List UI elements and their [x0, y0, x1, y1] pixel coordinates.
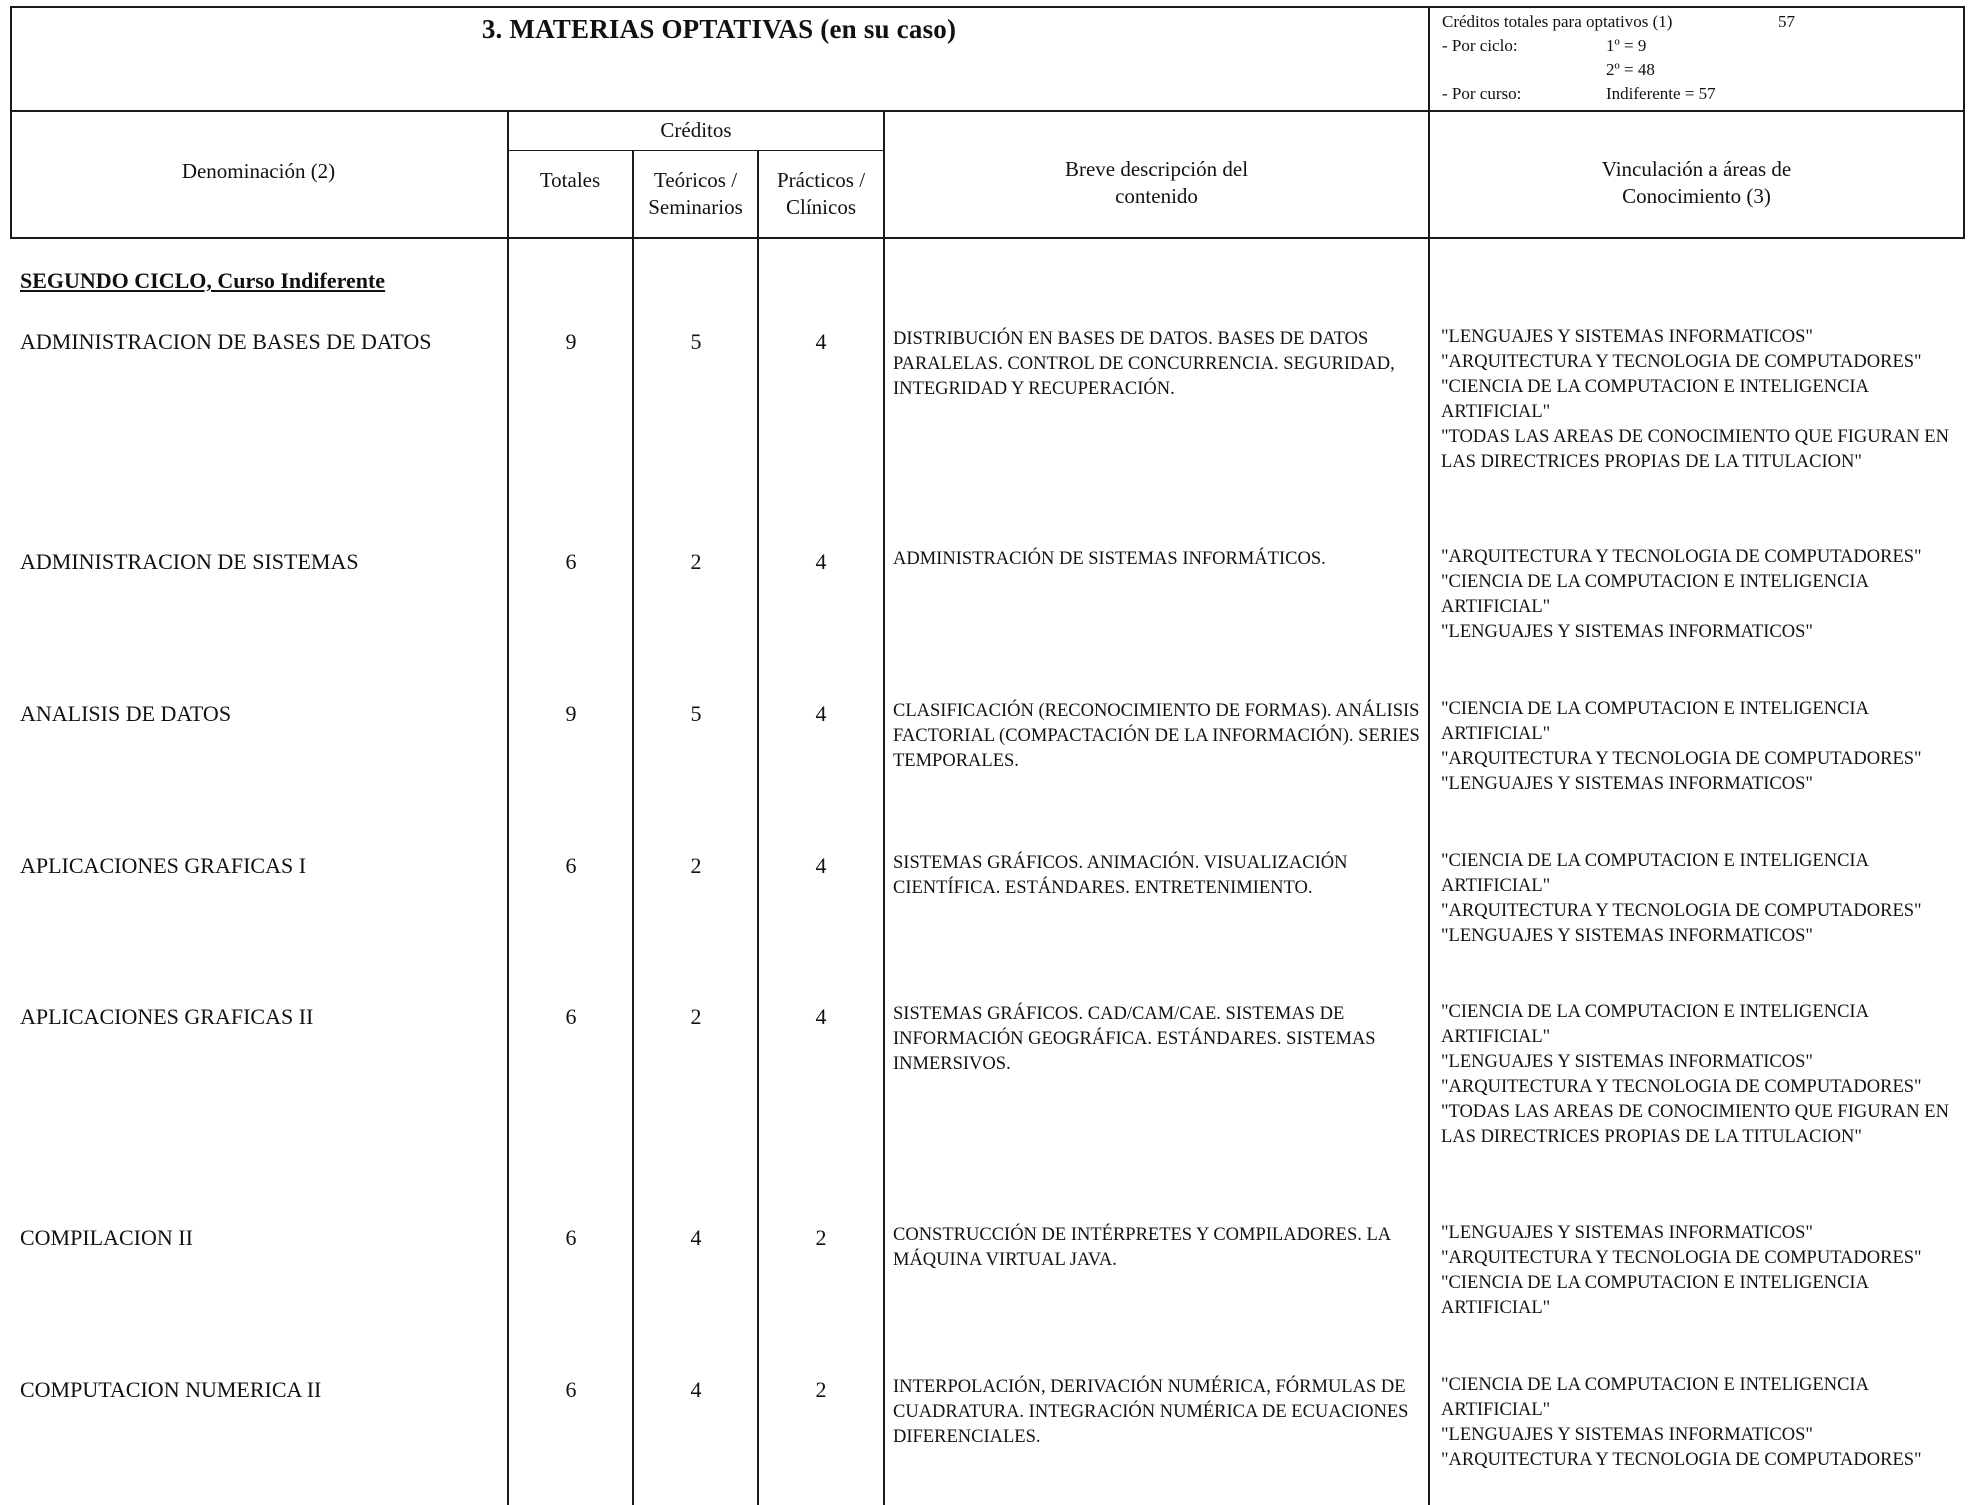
knowledge-area-item: "LENGUAJES Y SISTEMAS INFORMATICOS" — [1441, 1425, 1813, 1445]
knowledge-areas — [1441, 325, 1953, 475]
rule-title-split — [1428, 6, 1430, 111]
rule-header-bottom — [10, 237, 1965, 239]
rule-top — [10, 6, 1965, 8]
knowledge-area-item: "CIENCIA DE LA COMPUTACION E INTELIGENCIA ARTIFICIAL" — [1441, 377, 1868, 422]
knowledge-area-item: "TODAS LAS AREAS DE CONOCIMIENTO QUE FIGURAN EN LAS DIRECTRICES PROPIAS DE LA TITULACION" — [1441, 1102, 1949, 1147]
knowledge-area-item: "LENGUAJES Y SISTEMAS INFORMATICOS" — [1441, 327, 1813, 347]
header-denominacion: Denominación (2) — [181, 159, 336, 183]
knowledge-area-item: "ARQUITECTURA Y TECNOLOGIA DE COMPUTADORES" — [1441, 749, 1922, 769]
header-descripcion — [885, 156, 1428, 210]
credits-totales: 6 — [565, 549, 577, 574]
knowledge-area-item: "CIENCIA DE LA COMPUTACION E INTELIGENCIA ARTIFICIAL" — [1441, 1375, 1868, 1420]
knowledge-areas — [1441, 1221, 1953, 1321]
knowledge-area-item: "ARQUITECTURA Y TECNOLOGIA DE COMPUTADORES" — [1441, 901, 1922, 921]
credits-teoricos: 2 — [690, 549, 702, 574]
subject-name: COMPUTACION NUMERICA II — [20, 1377, 322, 1402]
header-creditos: Créditos — [660, 118, 732, 142]
credits-practicos: 4 — [815, 329, 827, 354]
rule-title-bottom — [10, 110, 1965, 112]
header-practicos-line1: Prácticos / — [776, 168, 866, 192]
credits-teoricos: 2 — [690, 853, 702, 878]
header-descripcion-line2: contenido — [1115, 184, 1198, 208]
knowledge-areas — [1441, 545, 1953, 645]
header-teoricos-line2: Seminarios — [648, 195, 743, 219]
rule-creditos — [507, 150, 885, 151]
header-practicos — [758, 167, 884, 221]
por-ciclo-label: - Por ciclo: — [1442, 36, 1518, 55]
ciclo-2-value: 2º = 48 — [1606, 60, 1655, 79]
knowledge-area-item: "ARQUITECTURA Y TECNOLOGIA DE COMPUTADORES" — [1441, 1248, 1922, 1268]
knowledge-area-item: "ARQUITECTURA Y TECNOLOGIA DE COMPUTADORES" — [1441, 1077, 1922, 1097]
subject-description: INTERPOLACIÓN, DERIVACIÓN NUMÉRICA, FÓRMULAS DE CUADRATURA. INTEGRACIÓN NUMÉRICA DE ECUACIONES DIFERENCIALES. — [893, 1377, 1409, 1447]
knowledge-area-item: "CIENCIA DE LA COMPUTACION E INTELIGENCIA ARTIFICIAL" — [1441, 699, 1868, 744]
header-teoricos — [633, 167, 758, 221]
knowledge-areas — [1441, 1373, 1953, 1473]
knowledge-area-item: "CIENCIA DE LA COMPUTACION E INTELIGENCIA ARTIFICIAL" — [1441, 1273, 1868, 1318]
credits-practicos: 4 — [815, 1004, 827, 1029]
rule-col-5 — [1428, 111, 1430, 1505]
rule-right-outer — [1963, 6, 1965, 239]
credits-totales: 9 — [565, 329, 577, 354]
section-title: SEGUNDO CICLO, Curso Indiferente — [20, 268, 386, 293]
credits-totales: 6 — [565, 1377, 577, 1402]
subject-name: ANALISIS DE DATOS — [20, 701, 232, 726]
knowledge-areas — [1441, 1000, 1953, 1150]
knowledge-areas — [1441, 849, 1953, 949]
subject-name: APLICACIONES GRAFICAS II — [20, 1004, 314, 1029]
header-vinculacion-line1: Vinculación a áreas de — [1601, 157, 1792, 181]
subject-description: ADMINISTRACIÓN DE SISTEMAS INFORMÁTICOS. — [893, 549, 1326, 569]
ciclo-1-value: 1º = 9 — [1606, 36, 1647, 55]
subject-name: ADMINISTRACION DE BASES DE DATOS — [20, 329, 432, 354]
totals-value: 57 — [1778, 12, 1795, 31]
knowledge-area-item: "ARQUITECTURA Y TECNOLOGIA DE COMPUTADORES" — [1441, 547, 1922, 567]
credits-totales: 6 — [565, 1225, 577, 1250]
rule-col-4 — [883, 111, 885, 1505]
credits-practicos: 2 — [815, 1225, 827, 1250]
knowledge-area-item: "LENGUAJES Y SISTEMAS INFORMATICOS" — [1441, 926, 1813, 946]
credits-practicos: 4 — [815, 853, 827, 878]
knowledge-area-item: "LENGUAJES Y SISTEMAS INFORMATICOS" — [1441, 1223, 1813, 1243]
subject-name: ADMINISTRACION DE SISTEMAS — [20, 549, 359, 574]
subject-description: CONSTRUCCIÓN DE INTÉRPRETES Y COMPILADORES. LA MÁQUINA VIRTUAL JAVA. — [893, 1225, 1391, 1270]
credit-totals — [1442, 10, 1957, 106]
knowledge-area-item: "CIENCIA DE LA COMPUTACION E INTELIGENCIA ARTIFICIAL" — [1441, 572, 1868, 617]
credits-teoricos: 5 — [690, 329, 702, 354]
knowledge-areas — [1441, 697, 1953, 797]
knowledge-area-item: "TODAS LAS AREAS DE CONOCIMIENTO QUE FIGURAN EN LAS DIRECTRICES PROPIAS DE LA TITULACION" — [1441, 427, 1949, 472]
knowledge-area-item: "LENGUAJES Y SISTEMAS INFORMATICOS" — [1441, 622, 1813, 642]
knowledge-area-item: "CIENCIA DE LA COMPUTACION E INTELIGENCIA ARTIFICIAL" — [1441, 851, 1868, 896]
credits-practicos: 2 — [815, 1377, 827, 1402]
page-title: 3. MATERIAS OPTATIVAS (en su caso) — [481, 14, 957, 44]
header-vinculacion-line2: Conocimiento (3) — [1622, 184, 1771, 208]
subject-name: APLICACIONES GRAFICAS I — [20, 853, 307, 878]
header-vinculacion — [1430, 156, 1963, 210]
header-teoricos-line1: Teóricos / — [653, 168, 738, 192]
knowledge-area-item: "CIENCIA DE LA COMPUTACION E INTELIGENCIA ARTIFICIAL" — [1441, 1002, 1868, 1047]
header-descripcion-line1: Breve descripción del — [1064, 157, 1249, 181]
credits-totales: 9 — [565, 701, 577, 726]
subject-description: SISTEMAS GRÁFICOS. ANIMACIÓN. VISUALIZACIÓN CIENTÍFICA. ESTÁNDARES. ENTRETENIMIENTO. — [893, 853, 1348, 898]
document-page — [10, 6, 1965, 1505]
subject-name: COMPILACION II — [20, 1225, 193, 1250]
credits-teoricos: 2 — [690, 1004, 702, 1029]
header-totales: Totales — [539, 168, 601, 192]
knowledge-area-item: "ARQUITECTURA Y TECNOLOGIA DE COMPUTADORES" — [1441, 1450, 1922, 1470]
knowledge-area-item: "LENGUAJES Y SISTEMAS INFORMATICOS" — [1441, 1052, 1813, 1072]
credits-teoricos: 4 — [690, 1225, 702, 1250]
curso-value: Indiferente = 57 — [1606, 84, 1716, 103]
credits-practicos: 4 — [815, 701, 827, 726]
por-curso-label: - Por curso: — [1442, 84, 1522, 103]
subject-description: DISTRIBUCIÓN EN BASES DE DATOS. BASES DE DATOS PARALELAS. CONTROL DE CONCURRENCIA. SEGURIDAD, INTEGRIDAD Y RECUPERACIÓN. — [893, 329, 1395, 399]
credits-totales: 6 — [565, 853, 577, 878]
credits-totales: 6 — [565, 1004, 577, 1029]
header-practicos-line2: Clínicos — [785, 195, 856, 219]
knowledge-area-item: "ARQUITECTURA Y TECNOLOGIA DE COMPUTADORES" — [1441, 352, 1922, 372]
knowledge-area-item: "LENGUAJES Y SISTEMAS INFORMATICOS" — [1441, 774, 1813, 794]
subject-description: SISTEMAS GRÁFICOS. CAD/CAM/CAE. SISTEMAS DE INFORMACIÓN GEOGRÁFICA. ESTÁNDARES. SISTEMAS INMERSIVOS. — [893, 1004, 1376, 1074]
rule-col-1 — [507, 111, 509, 1505]
credits-teoricos: 4 — [690, 1377, 702, 1402]
totals-label: Créditos totales para optativos (1) — [1442, 12, 1673, 31]
subject-description: CLASIFICACIÓN (RECONOCIMIENTO DE FORMAS). ANÁLISIS FACTORIAL (COMPACTACIÓN DE LA INFORMACIÓN). SERIES TEMPORALES. — [893, 701, 1420, 771]
credits-teoricos: 5 — [690, 701, 702, 726]
credits-practicos: 4 — [815, 549, 827, 574]
